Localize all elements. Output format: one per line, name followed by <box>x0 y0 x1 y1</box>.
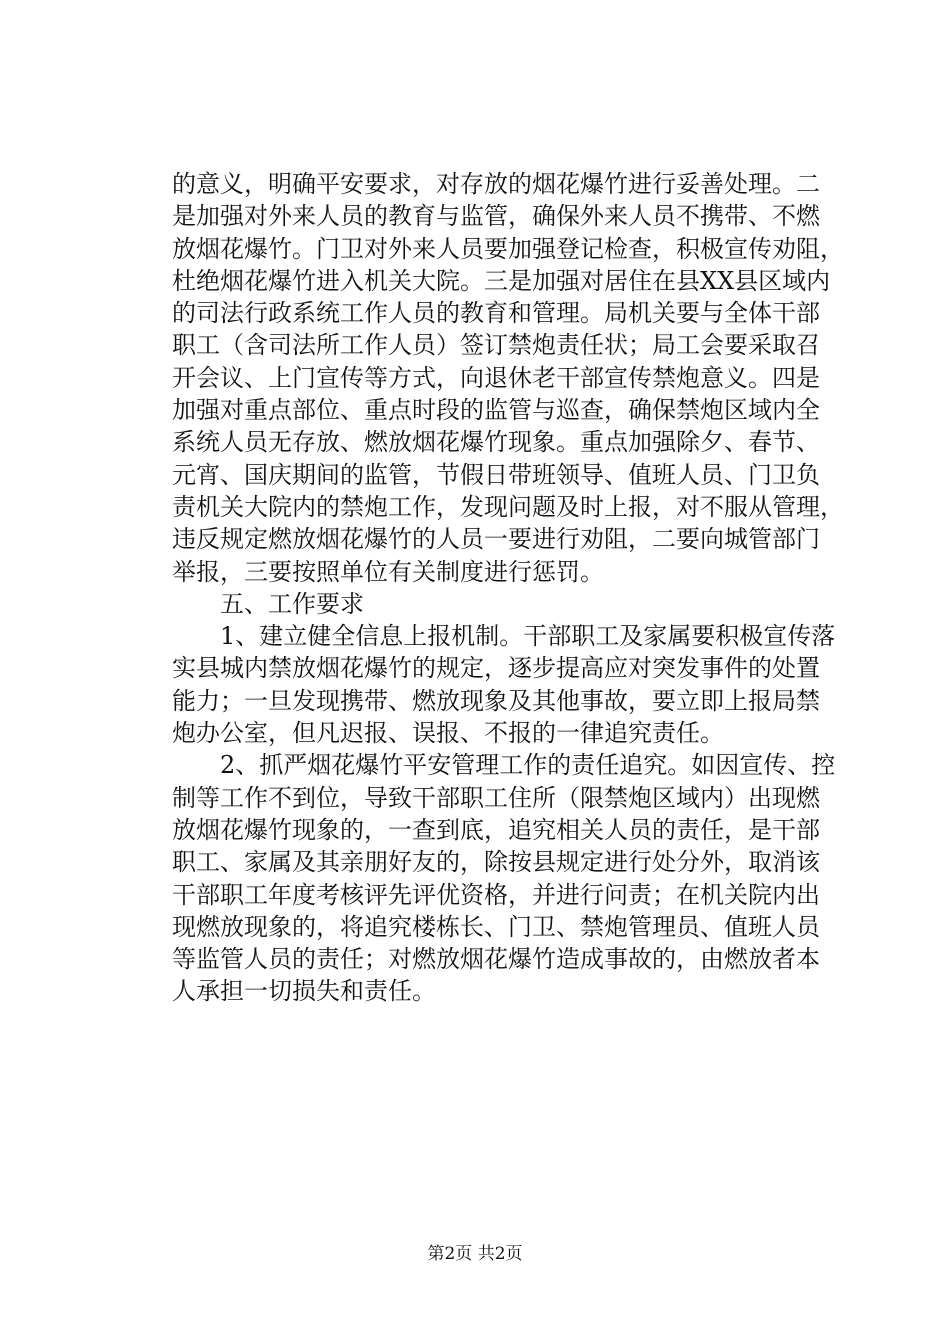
text-line: 能力；一旦发现携带、燃放现象及其他事故，要立即上报局禁 <box>172 686 820 715</box>
text-line: 放烟花爆竹现象的，一查到底，追究相关人员的责任，是干部 <box>172 815 820 844</box>
page-footer <box>0 1243 950 1265</box>
text-line: 开会议、上门宣传等方式，向退休老干部宣传禁炮意义。四是 <box>172 363 820 392</box>
text-line: 加强对重点部位、重点时段的监管与巡查，确保禁炮区域内全 <box>172 396 820 425</box>
text-line: 放烟花爆竹。门卫对外来人员要加强登记检查，积极宣传劝阻， <box>172 234 844 263</box>
text-line: 2、抓严烟花爆竹平安管理工作的责任追究。如因宣传、控 <box>172 751 836 780</box>
text-line: 举报，三要按照单位有关制度进行惩罚。 <box>172 557 604 586</box>
section-heading: 五、工作要求 <box>172 589 364 618</box>
text-line: 的司法行政系统工作人员的教育和管理。局机关要与全体干部 <box>172 299 820 328</box>
text-line: 的意义，明确平安要求，对存放的烟花爆竹进行妥善处理。二 <box>172 170 820 198</box>
text-line: 等监管人员的责任；对燃放烟花爆竹造成事故的，由燃放者本 <box>172 945 820 974</box>
text-line: 违反规定燃放烟花爆竹的人员一要进行劝阻，二要向城管部门 <box>172 525 820 554</box>
text-line: 是加强对外来人员的教育与监管，确保外来人员不携带、不燃 <box>172 202 820 231</box>
text-line: 杜绝烟花爆竹进入机关大院。三是加强对居住在县XX县区域内 <box>172 266 831 295</box>
text-line: 制等工作不到位，导致干部职工住所（限禁炮区域内）出现燃 <box>172 783 820 812</box>
text-line: 元宵、国庆期间的监管，节假日带班领导、值班人员、门卫负 <box>172 460 820 489</box>
page-number: 第2页 共2页 <box>427 1244 523 1264</box>
text-line: 现燃放现象的，将追究楼栋长、门卫、禁炮管理员、值班人员 <box>172 912 820 941</box>
text-line: 责机关大院内的禁炮工作，发现问题及时上报，对不服从管理， <box>172 492 844 521</box>
text-line: 职工、家属及其亲朋好友的，除按县规定进行处分外，取消该 <box>172 848 820 877</box>
text-line: 系统人员无存放、燃放烟花爆竹现象。重点加强除夕、春节、 <box>172 428 820 457</box>
text-line: 干部职工年度考核评先评优资格，并进行问责；在机关院内出 <box>172 880 820 909</box>
document-body <box>172 168 844 1008</box>
text-line: 实县城内禁放烟花爆竹的规定，逐步提高应对突发事件的处置 <box>172 654 820 683</box>
text-line: 职工（含司法所工作人员）签订禁炮责任状；局工会要采取召 <box>172 331 820 360</box>
text-line: 人承担一切损失和责任。 <box>172 977 436 1006</box>
text-line: 炮办公室，但凡迟报、误报、不报的一律追究责任。 <box>172 719 724 748</box>
text-line: 1、建立健全信息上报机制。干部职工及家属要积极宣传落 <box>172 622 836 651</box>
